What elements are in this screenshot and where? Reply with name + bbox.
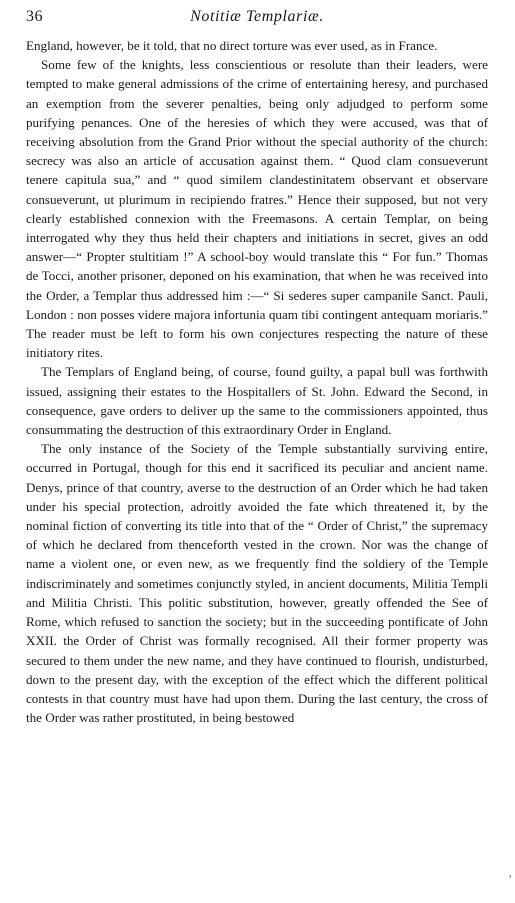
body-text — [26, 36, 488, 727]
book-page — [26, 6, 488, 727]
running-title: Notitiæ Templariæ. — [190, 8, 324, 25]
margin-mark: ‘ — [508, 874, 512, 885]
page-number: 36 — [26, 8, 43, 25]
paragraph-heresy-accusations: Some few of the knights, less conscientious or resolute than their leaders, were tempted to make general admissions of the crime of entertaining heresy, and purchased an exemption from the severer penalties, being only adjudged to perform some purifying penances. One of the heresies of which they were accused, was that of receiving absolution from the Grand Prior without the special authority of the church: secrecy was also an article of accusation against them. “ Quod clam consueverunt tenere capitula sua,” and “ quod similem clandestinitatem observant et observare consueverunt, ut plurimum in recipiendo fratres.” Hence their supposed, but not very clearly established connexion with the Freemasons. A certain Templar, on being interrogated why they thus held their chapters and initiations in secret, gives an odd answer—“ Propter stultitiam !” A school-boy would translate this “ For fun.” Thomas de Tocci, another prisoner, deponed on his examination, that when he was received into the Order, a Templar thus addressed him :—“ Si sederes super campanile Sanct. Pauli, London : non posses videre majora infortunia quam tibi contingent antequam moriaris.” The reader must be left to form his own conjectures respecting the nature of these initiatory rites. — [26, 57, 488, 361]
paragraph-portugal: The only instance of the Society of the Temple substantially surviving entire, occurred in Portugal, though for this end it sacrificed its peculiar and ancient name. Denys, prince of that country, averse to the destruction of an Order which he had taken under his special protection, adroitly avoided the fate which threatened it, by the nominal fiction of converting its title into that of the “ Order of Christ,” the supremacy of which he declared from thenceforth vested in the crown. Nor was the change of name a violent one, or even new, as we frequently find the soldiery of the Temple indiscriminately and sometimes conjunctly styled, in ancient documents, Militia Templi and Militia Christi. This politic substitution, however, greatly offended the See of Rome, which refused to sanction the society; but in the succeeding pontificate of John XXII. the Order of Christ was formally recognised. All their former property was secured to them under the new name, and they have continued to flourish, undisturbed, down to the present day, with the exception of the effect which the different political contests in that country must have had upon them. During the last century, the cross of the Order was rather prostituted, in being bestowed — [26, 441, 488, 726]
running-head — [26, 6, 488, 36]
paragraph-england-verdict: The Templars of England being, of course, found guilty, a papal bull was forthwith issued, assigning their estates to the Hospitallers of St. John. Edward the Second, in consequence, gave orders to deliver up the same to the commissioners appointed, thus consummating the destruction of this extraordinary Order in England. — [26, 364, 488, 438]
paragraph-continuation: England, however, be it told, that no direct torture was ever used, as in France. — [26, 38, 438, 53]
